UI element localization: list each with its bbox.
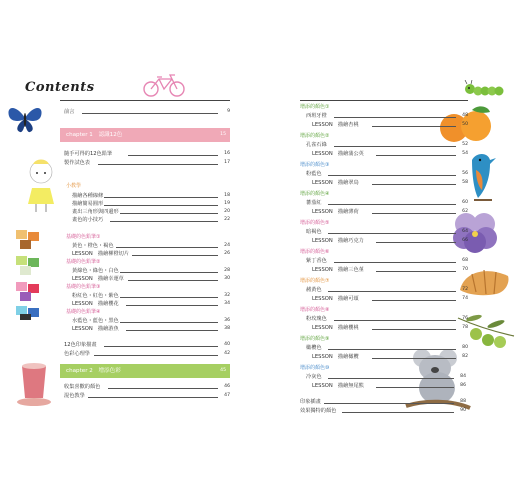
toc-page: 54 <box>462 151 468 156</box>
toc-label: 暗褐色 <box>306 229 322 235</box>
toc-page: 82 <box>462 354 468 359</box>
toc-page: 52 <box>462 142 468 147</box>
toc-page: 32 <box>224 293 230 298</box>
toc-label: 冷灰色 <box>306 374 322 380</box>
toc-row[interactable] <box>64 158 230 168</box>
toc-row[interactable] <box>312 294 468 304</box>
toc-label: LESSON 描繪蒲公英 <box>312 151 364 157</box>
section-heading: 基礎的色鉛筆④ <box>66 309 101 315</box>
toc-page: 50 <box>462 122 468 127</box>
toc-page: 26 <box>224 251 230 256</box>
toc-row[interactable] <box>312 149 468 159</box>
kingfisher-icon <box>466 150 500 206</box>
section-heading: 增添的顏色① <box>300 104 330 110</box>
toc-page: 42 <box>224 351 230 356</box>
toc-label: LESSON 描繪柳橙切片 <box>72 251 130 257</box>
toc-page: 34 <box>224 301 230 306</box>
toc-label: 製作試色表 <box>64 160 90 166</box>
toc-label: LESSON 描繪游魚 <box>72 326 119 332</box>
toc-page: 20 <box>224 209 230 214</box>
toc-page: 47 <box>224 393 230 398</box>
toc-label: 收集喜歡的顏色 <box>64 384 101 390</box>
toc-page: 48 <box>462 113 468 118</box>
toc-label: 粉玫瑰色 <box>306 316 327 322</box>
toc-page: 24 <box>224 243 230 248</box>
section-heading: 增添的顏色② <box>300 133 330 139</box>
girl-figure-icon <box>24 158 58 214</box>
toc-label: 黃色・橙色・褐色 <box>72 243 114 249</box>
toc-label: LESSON 描繪櫻桃 <box>312 325 359 331</box>
toc-label: 描繪各種線條 <box>72 193 104 199</box>
section-heading: 增添的顏色⑤ <box>300 220 330 226</box>
section-heading: 基礎的色鉛筆① <box>66 234 101 240</box>
toc-label: 紫丁香色 <box>306 258 327 264</box>
toc-label: 混色教學 <box>64 393 85 399</box>
top-rule-left <box>60 100 230 101</box>
page-title: Contents <box>25 80 95 95</box>
toc-label: 蕃茄紅 <box>306 200 322 206</box>
toc-label: LESSON 描繪翠鳥 <box>312 180 359 186</box>
butterfly-icon <box>6 104 44 134</box>
toc-page: 90 <box>460 408 466 413</box>
toc-page: 80 <box>462 345 468 350</box>
toc-row[interactable] <box>312 381 466 391</box>
toc-label: 描繪簡易圓形 <box>72 201 104 207</box>
toc-label: 赭黃色 <box>306 287 322 293</box>
toc-label: 黃綠色・綠色・白色 <box>72 268 119 274</box>
toc-page: 62 <box>462 209 468 214</box>
toc-page: 58 <box>462 180 468 185</box>
toc-label: 畫色的小技巧 <box>72 217 104 223</box>
toc-row[interactable] <box>312 178 468 188</box>
toc-label: LESSON 描繪無尾熊 <box>312 383 364 389</box>
toc-row[interactable] <box>300 406 466 416</box>
toc-page: 36 <box>224 318 230 323</box>
toc-label: 西班牙橙 <box>306 113 327 119</box>
caterpillar-icon <box>464 80 506 98</box>
toc-page: 30 <box>224 276 230 281</box>
section-heading: 增添的顏色④ <box>300 191 330 197</box>
toc-page: 64 <box>462 229 468 234</box>
toc-row[interactable] <box>312 323 468 333</box>
toc-page: 68 <box>462 258 468 263</box>
toc-row[interactable] <box>312 352 468 362</box>
toc-page: 46 <box>224 384 230 389</box>
toc-page: 66 <box>462 238 468 243</box>
toc-page: 86 <box>460 383 466 388</box>
toc-label: 12色印象描畫 <box>64 342 97 348</box>
chapter-page: 45 <box>220 368 226 373</box>
toc-row[interactable] <box>312 207 468 217</box>
toc-label: LESSON 描繪薄荷 <box>312 209 359 215</box>
toc-page: 70 <box>462 267 468 272</box>
chapter-page: 15 <box>220 132 226 137</box>
section-heading: 基礎的色鉛筆② <box>66 259 101 265</box>
chapter-1-band[interactable] <box>60 128 230 142</box>
toc-label: LESSON 描繪幸運草 <box>72 276 124 282</box>
toc-label: 印象插畫 <box>300 399 321 405</box>
section-heading: 增添的顏色⑧ <box>300 307 330 313</box>
toc-page: 22 <box>224 217 230 222</box>
toc-label: 畫出三角形與四邊形 <box>72 209 119 215</box>
toc-page: 88 <box>460 399 466 404</box>
section-heading: 增添的顏色⑦ <box>300 278 330 284</box>
toc-label: 前言 <box>64 109 75 115</box>
section-heading: 增添的顏色③ <box>300 162 330 168</box>
toc-page: 16 <box>224 151 230 156</box>
toc-row[interactable] <box>64 391 230 401</box>
toc-page: 78 <box>462 325 468 330</box>
toc-page: 72 <box>462 287 468 292</box>
section-heading: 增添的顏色⑩ <box>300 365 330 371</box>
toc-row[interactable] <box>312 236 468 246</box>
toc-row[interactable] <box>312 265 468 275</box>
toc-row[interactable] <box>64 107 230 117</box>
toc-label: LESSON 描繪杏桃 <box>312 122 359 128</box>
toc-row[interactable] <box>72 324 230 334</box>
toc-page: 17 <box>224 160 230 165</box>
chapter-label: chapter 1 認識12色 <box>66 132 123 138</box>
toc-label: 橄欖色 <box>306 345 322 351</box>
toc-label: 粉藍色 <box>306 171 322 177</box>
top-rule-right <box>300 100 468 101</box>
toc-label: 隨手可得的12色鉛筆 <box>64 151 113 157</box>
toc-page: 9 <box>227 109 230 114</box>
toc-label: LESSON 描繪巧克力 <box>312 238 364 244</box>
toc-page: 74 <box>462 296 468 301</box>
tea-glass-icon <box>16 358 52 406</box>
toc-label: 粉紅色・紅色・紫色 <box>72 293 119 299</box>
bicycle-icon <box>142 72 186 98</box>
toc-label: 色彩心理學 <box>64 351 90 357</box>
toc-label: 效果獨特的顏色 <box>300 408 337 414</box>
toc-page: 56 <box>462 171 468 176</box>
toc-page: 84 <box>460 374 466 379</box>
toc-label: LESSON 描繪三色堇 <box>312 267 364 273</box>
toc-label: LESSON 描繪橄欖 <box>312 354 359 360</box>
toc-page: 38 <box>224 326 230 331</box>
toc-row[interactable] <box>312 120 468 130</box>
toc-label: LESSON 描繪櫻花 <box>72 301 119 307</box>
chapter-label: chapter 2 增添色彩 <box>66 368 121 374</box>
toc-page: 60 <box>462 200 468 205</box>
chapter-2-band[interactable] <box>60 364 230 378</box>
toc-page: 40 <box>224 342 230 347</box>
toc-page: 18 <box>224 193 230 198</box>
toc-page: 28 <box>224 268 230 273</box>
toc-page: 19 <box>224 201 230 206</box>
section-heading: 增添的顏色⑥ <box>300 249 330 255</box>
toc-row[interactable] <box>64 349 230 359</box>
color-swatches-icon <box>14 228 52 320</box>
section-heading: 增添的顏色⑨ <box>300 336 330 342</box>
toc-label: LESSON 描繪可頌 <box>312 296 359 302</box>
toc-page: 76 <box>462 316 468 321</box>
section-heading: 基礎的色鉛筆③ <box>66 284 101 290</box>
section-heading: 小教學 <box>66 183 82 189</box>
toc-label: 孔雀石綠 <box>306 142 327 148</box>
toc-label: 水藍色・藍色・黑色 <box>72 318 119 324</box>
toc-row[interactable] <box>72 215 230 225</box>
